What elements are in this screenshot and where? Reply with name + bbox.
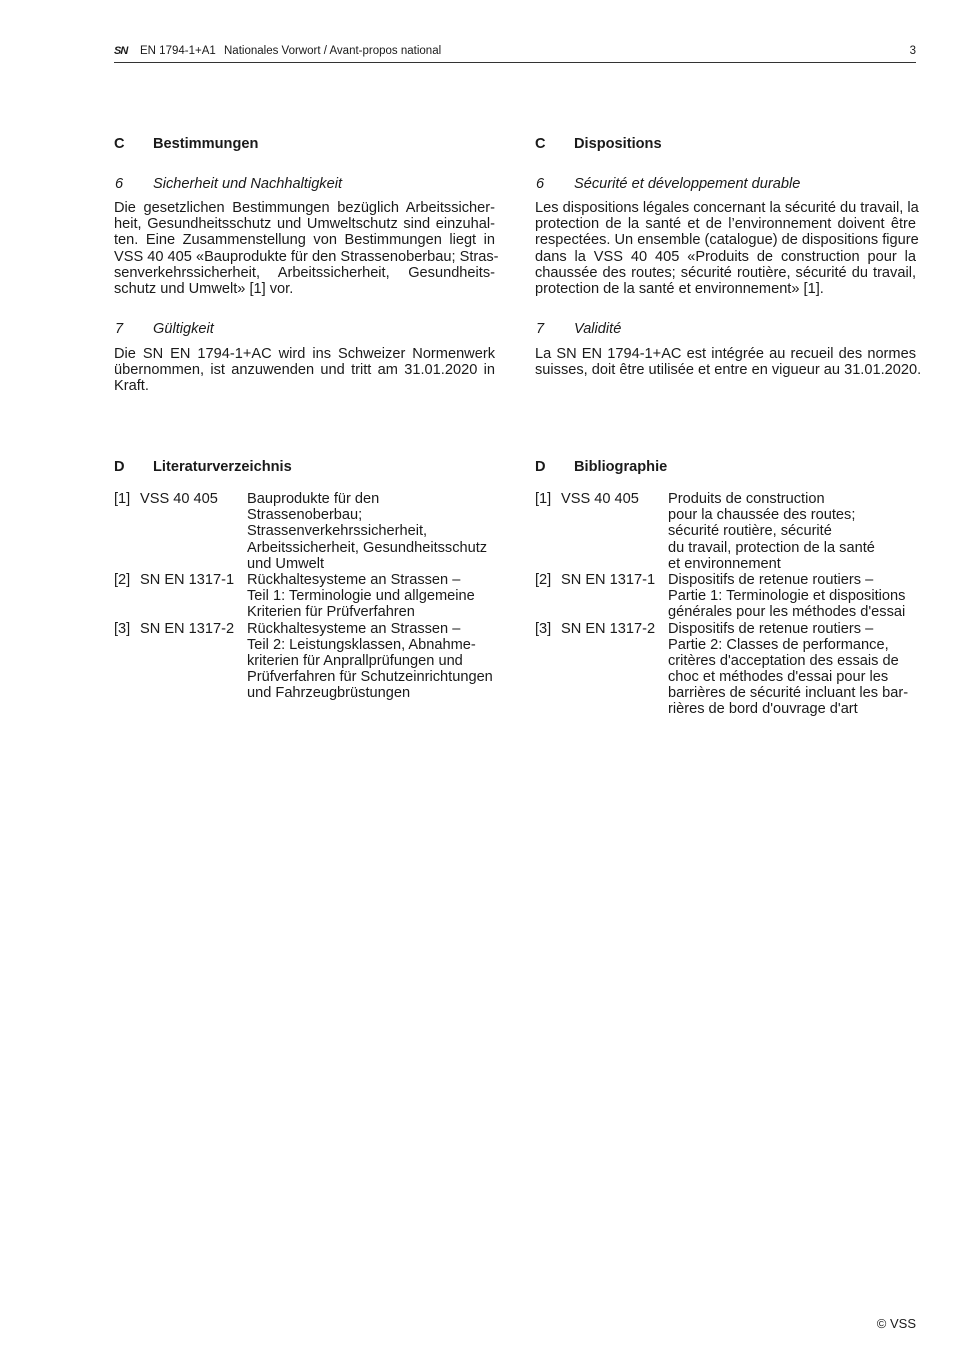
subsection-7-text <box>535 346 922 379</box>
reference-description <box>247 572 495 621</box>
reference-code: VSS 40 405 <box>561 491 639 507</box>
text-line: und Umwelt <box>247 555 325 572</box>
reference-item <box>114 621 495 702</box>
text-line: Partie 1: Terminologie et dispositions <box>668 588 906 605</box>
reference-description <box>668 491 916 572</box>
text-line: Bauprodukte für den <box>247 491 380 507</box>
section-letter: C <box>114 136 125 152</box>
text-line: du travail, protection de la santé <box>668 539 875 556</box>
section-title: Dispositions <box>574 136 662 152</box>
reference-index: [1] <box>114 491 131 507</box>
text-line: pour la chaussée des routes; <box>668 507 856 524</box>
sn-logo: SN <box>114 45 128 57</box>
subsection-number: 6 <box>536 176 545 192</box>
text-line: senverkehrssicherheit, Arbeitssicherheit, Gesundheits- <box>114 264 495 281</box>
reference-index: [3] <box>535 620 552 637</box>
page-header <box>114 43 916 63</box>
subsection-number: 7 <box>536 321 545 337</box>
section-title: Bibliographie <box>574 459 668 475</box>
section-title: Bestimmungen <box>153 136 259 152</box>
text-line: sécurité routière, sécurité <box>668 523 832 540</box>
subsection-number: 6 <box>115 176 124 192</box>
text-line: Les dispositions légales concernant la sécurité du travail, la <box>535 200 919 216</box>
text-line: ten. Eine Zusammenstellung von Bestimmungen liegt in <box>114 232 495 249</box>
reference-code: VSS 40 405 <box>140 491 218 507</box>
text-line: Partie 2: Classes de performance, <box>668 636 889 653</box>
subsection-title: Sicherheit und Nachhaltigkeit <box>153 176 343 192</box>
text-line: und Fahrzeugbrüstungen <box>247 685 411 702</box>
text-line: chaussée des routes; sécurité routière, sécurité du travail, <box>535 264 916 281</box>
text-line: respectées. Un ensemble (catalogue) de dispositions figure <box>535 232 919 249</box>
reference-item <box>114 572 495 621</box>
text-line: générales pour les méthodes d'essai <box>668 604 906 621</box>
reference-index: [3] <box>114 620 131 637</box>
section-letter: C <box>535 136 546 152</box>
text-line: Die SN EN 1794-1+AC wird ins Schweizer Normenwerk <box>114 346 495 362</box>
text-line: et environnement <box>668 555 781 572</box>
text-line: Rückhaltesysteme an Strassen – <box>247 620 461 637</box>
reference-code: SN EN 1317-2 <box>561 620 656 637</box>
text-line: übernommen, ist anzuwenden und tritt am 31.01.2020 in <box>114 362 495 379</box>
reference-description <box>668 572 916 621</box>
reference-item <box>535 572 916 621</box>
text-line: Dispositifs de retenue routiers – <box>668 571 874 588</box>
text-line: Strassenverkehrssicherheit, <box>247 523 428 540</box>
text-line: barrières de sécurité incluant les bar- <box>668 685 909 702</box>
subsection-6-text <box>114 200 499 297</box>
text-line: Prüfverfahren für Schutzeinrichtungen <box>247 669 493 686</box>
subsection-number: 7 <box>115 321 124 337</box>
reference-code: SN EN 1317-1 <box>140 571 235 588</box>
text-line: Dispositifs de retenue routiers – <box>668 620 874 637</box>
subsection-title: Sécurité et développement durable <box>574 176 801 192</box>
text-line: Arbeitssicherheit, Gesundheitsschutz <box>247 539 488 556</box>
reference-index: [1] <box>535 491 552 507</box>
text-line: Kraft. <box>114 378 149 395</box>
text-line: Kriterien für Prüfverfahren <box>247 604 415 621</box>
reference-description <box>668 621 916 718</box>
page-number: 3 <box>909 45 916 57</box>
subsection-7-text <box>114 346 495 395</box>
text-line: VSS 40 405 «Bauprodukte für den Strassenoberbau; Stras- <box>114 248 499 265</box>
text-line: Teil 2: Leistungsklassen, Abnahme- <box>247 636 476 653</box>
copyright-notice: © VSS <box>876 1316 916 1331</box>
text-line: Rückhaltesysteme an Strassen – <box>247 571 461 588</box>
subsection-title: Gültigkeit <box>153 321 214 337</box>
text-line: dans la VSS 40 405 «Produits de construction pour la <box>535 248 916 265</box>
document-id: EN 1794-1+A1 <box>140 45 216 57</box>
reference-description <box>247 621 495 702</box>
reference-code: SN EN 1317-1 <box>561 571 656 588</box>
subsection-6-text <box>535 200 919 297</box>
text-line: Die gesetzlichen Bestimmungen bezüglich Arbeitssicher- <box>114 200 495 216</box>
reference-index: [2] <box>114 571 131 588</box>
text-line: suisses, doit être utilisée et entre en vigueur au 31.01.2020. <box>535 362 922 379</box>
text-line: Teil 1: Terminologie und allgemeine <box>247 588 475 605</box>
text-line: heit, Gesundheitsschutz und Umweltschutz sind einzuhal- <box>114 216 495 233</box>
reference-index: [2] <box>535 571 552 588</box>
text-line: rières de bord d'ouvrage d'art <box>668 701 858 718</box>
section-letter: D <box>114 459 125 475</box>
header-title: Nationales Vorwort / Avant-propos national <box>224 45 442 57</box>
reference-item <box>535 621 916 718</box>
text-line: protection de la santé et environnement» [1]. <box>535 280 824 297</box>
reference-description <box>247 491 495 572</box>
subsection-title: Validité <box>574 321 622 337</box>
section-title: Literaturverzeichnis <box>153 459 292 475</box>
text-line: critères d'acceptation des essais de <box>668 652 899 669</box>
text-line: Strassenoberbau; <box>247 507 363 524</box>
text-line: La SN EN 1794-1+AC est intégrée au recueil des normes <box>535 346 916 362</box>
text-line: kriterien für Anprallprüfungen und <box>247 652 463 669</box>
reference-item <box>535 491 916 572</box>
text-line: choc et méthodes d'essai pour les <box>668 669 889 686</box>
reference-item <box>114 491 495 572</box>
text-line: Produits de construction <box>668 491 825 507</box>
reference-list <box>114 491 495 701</box>
text-line: schutz und Umwelt» [1] vor. <box>114 280 294 297</box>
reference-code: SN EN 1317-2 <box>140 620 235 637</box>
reference-list <box>535 491 916 718</box>
section-letter: D <box>535 459 546 475</box>
text-line: protection de la santé et de l’environnement doivent être <box>535 216 916 233</box>
